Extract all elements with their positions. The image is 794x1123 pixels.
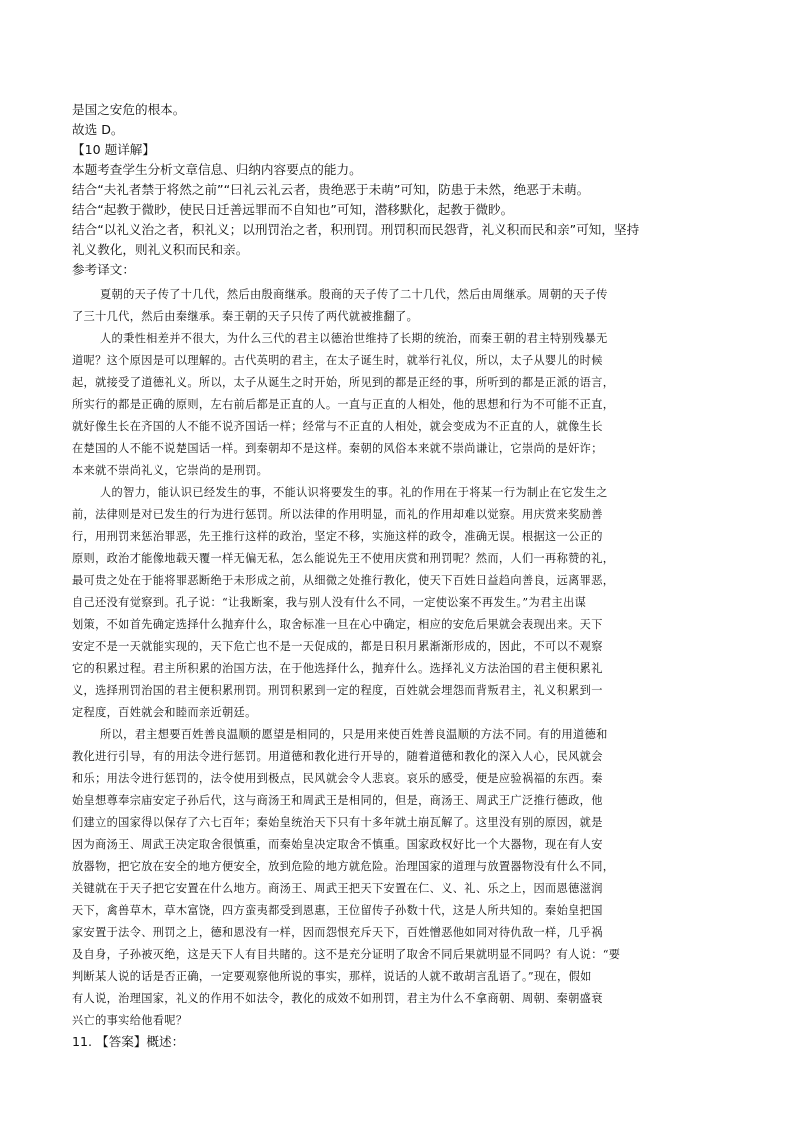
- translation-line: 它的积累过程。君主所积累的治国方法，在于他选择什么，抛弃什么。选择礼义方法治国的君主便积累礼: [72, 662, 603, 675]
- translation-line: 自己还没有觉察到。孔子说：“让我断案，我与别人没有什么不同，一定使讼案不再发生。”为君主出谋: [72, 596, 587, 609]
- text-line: 是国之安危的根本。: [72, 102, 186, 117]
- translation-line: 前，法律则是对已发生的行为进行惩罚。所以法律的作用明显，而礼的作用却难以觉察。用庆赏来奖励善: [72, 508, 603, 521]
- translation-line: 天下，禽兽草木，草木富饶，四方蛮夷都受到恩惠，王位留传子孙数十代，这是人所共知的。秦始皇把国: [72, 904, 603, 917]
- translation-line: 就好像生长在齐国的人不能不说齐国话一样；经常与不正直的人相处，就会变成为不正直的人，就像生长: [72, 420, 603, 433]
- answer-label: 【答案】: [96, 1034, 147, 1049]
- translation-line: 了三十几代，然后由秦继承。秦王朝的天子只传了两代就被推翻了。: [72, 310, 419, 323]
- translation-line: 起，就接受了道德礼义。所以，太子从诞生之时开始，所见到的都是正经的事，所听到的都是正派的语言，: [72, 376, 615, 389]
- translation-line: 人的秉性相差并不很大，为什么三代的君主以德治世维持了长期的统治，而秦王朝的君主特别残暴无: [100, 332, 608, 345]
- translation-line: 教化进行引导，有的用法令进行惩罚。用道德和教化进行开导的，随着道德和教化的深入人心，民风就会: [72, 750, 603, 763]
- translation-line: 家安置于法令、刑罚之上，德和恩没有一样，因而怨恨充斥天下，百姓憎恶他如同对待仇敌一样，几乎祸: [72, 926, 603, 939]
- answer-text: 概述：: [146, 1034, 185, 1049]
- translation-line: 划策，不如首先确定选择什么抛弃什么，取舍标准一旦在心中确定，相应的安危后果就会表现出来。天下: [72, 618, 603, 631]
- translation-line: 和乐；用法令进行惩罚的，法令使用到极点，民风就会令人悲哀。哀乐的感受，便是应验祸福的东西。秦: [72, 772, 603, 785]
- translation-line: 道呢？这个原因是可以理解的。古代英明的君主，在太子诞生时，就举行礼仪，所以，太子从婴儿的时候: [72, 354, 603, 367]
- translation-line: 人的智力，能认识已经发生的事，不能认识将要发生的事。礼的作用在于将某一行为制止在它发生之: [100, 486, 608, 499]
- translation-line: 关键就在于天子把它安置在什么地方。商汤王、周武王把天下安置在仁、义、礼、乐之上，因而恩德滋润: [72, 882, 603, 895]
- translation-heading: 参考译文：: [72, 262, 135, 277]
- translation-line: 有人说，治理国家，礼义的作用不如法令，教化的成效不如刑罚，君主为什么不拿商朝、周朝、秦朝盛衰: [72, 992, 603, 1005]
- text-line: 本题考查学生分析文章信息、归纳内容要点的能力。: [72, 162, 362, 177]
- translation-line: 夏朝的天子传了十几代，然后由殷商继承。殷商的天子传了二十几代，然后由周继承。周朝的天子传: [100, 288, 608, 301]
- translation-line: 所以，君主想要百姓善良温顺的愿望是相同的，只是用来使百姓善良温顺的方法不同。有的用道德和: [100, 728, 608, 741]
- translation-line: 判断某人说的话是否正确，一定要观察他所说的事实，那样，说话的人就不敢胡言乱语了。”现在，假如: [72, 970, 592, 983]
- translation-line: 始皇想尊奉宗庙安定子孙后代，这与商汤王和周武王是相同的，但是，商汤王、周武王广泛推行德政，他: [72, 794, 603, 807]
- translation-line: 定程度，百姓就会和睦而亲近朝廷。: [72, 706, 257, 719]
- text-line: 礼义教化，则礼义积而民和亲。: [72, 242, 249, 257]
- text-line: 结合“以礼义治之者，积礼义；以刑罚治之者，积刑罚。刑罚积而民怨背，礼义积而民和亲”可知，坚持: [72, 222, 640, 237]
- translation-line: 放器物，把它放在安全的地方便安全，放到危险的地方就危险。治理国家的道理与放置器物没有什么不同，: [72, 860, 615, 873]
- translation-line: 本来就不崇尚礼义，它崇尚的是刑罚。: [72, 464, 269, 477]
- translation-line: 及自身，子孙被灭绝，这是天下人有目共睹的。这不是充分证明了取舍不同后果就明显不同吗？有人说：“要: [72, 948, 621, 961]
- translation-line: 在楚国的人不能不说楚国话一样。到秦朝却不是这样。秦朝的风俗本来就不崇尚谦让，它崇尚的是奸诈；: [72, 442, 603, 455]
- translation-line: 兴亡的事实给他看呢？: [72, 1014, 188, 1027]
- section-heading: 【10 题详解】: [72, 142, 155, 157]
- question-11-line: [72, 1032, 724, 1052]
- translation-line: 行，用刑罚来惩治罪恶，先王推行这样的政治，坚定不移，实施这样的政令，准确无误。根据这一公正的: [72, 530, 603, 543]
- text-line: 结合“夫礼者禁于将然之前”“曰礼云礼云者，贵绝恶于未萌”可知，防患于未然，绝恶于未萌。: [72, 182, 590, 197]
- text-line: 结合“起教于微眇，使民日迁善远罪而不自知也”可知，潜移默化，起教于微眇。: [72, 202, 514, 217]
- translation-line: 因为商汤王、周武王决定取舍很慎重，而秦始皇决定取舍不慎重。国家政权好比一个大器物，现在有人安: [72, 838, 603, 851]
- question-number: 11.: [72, 1034, 93, 1049]
- answer-line: 故选 D。: [72, 122, 124, 137]
- translation-line: 们建立的国家得以保存了六七百年；秦始皇统治天下只有十多年就土崩瓦解了。这里没有别的原因，就是: [72, 816, 603, 829]
- translation-line: 最可贵之处在于能将罪恶断绝于未形成之前，从细微之处推行教化，使天下百姓日益趋向善良，远离罪恶，: [72, 574, 615, 587]
- translation-line: 所实行的都是正确的原则，左右前后都是正直的人。一直与正直的人相处，他的思想和行为不可能不正直，: [72, 398, 615, 411]
- translation-line: 原则，政治才能像地载天覆一样无偏无私，怎么能说先王不使用庆赏和刑罚呢？然而，人们一再称赞的礼，: [72, 552, 615, 565]
- translation-line: 安定不是一天就能实现的，天下危亡也不是一天促成的，都是日积月累渐渐形成的，因此，不可以不观察: [72, 640, 603, 653]
- translation-line: 义，选择刑罚治国的君主便积累刑罚。刑罚积累到一定的程度，百姓就会埋怨而背叛君主，礼义积累到一: [72, 684, 603, 697]
